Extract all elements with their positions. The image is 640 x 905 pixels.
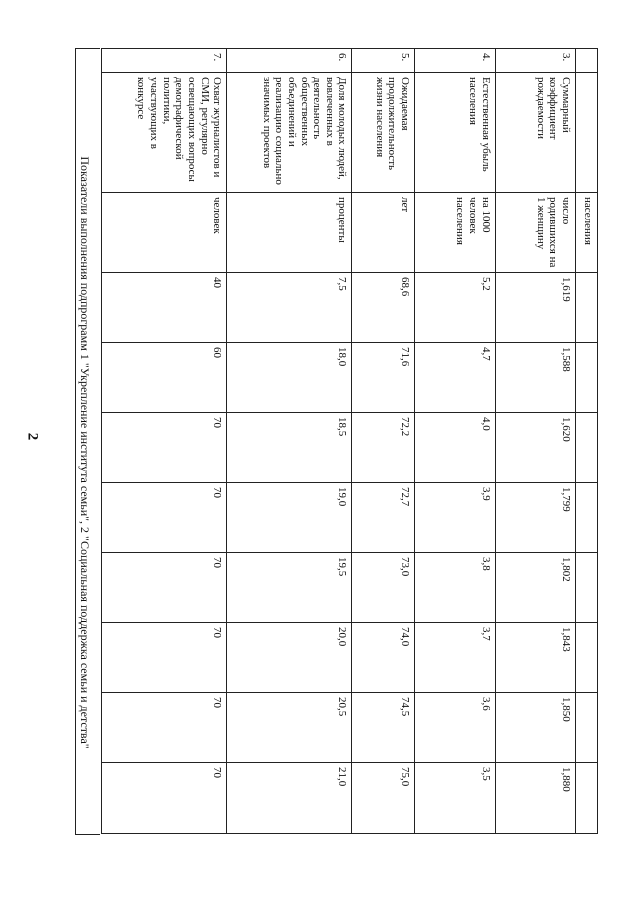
indicator-name: Естественная убыль населения [415,73,495,193]
table-cell [576,763,598,834]
value-cell: 72,7 [352,483,415,553]
value-cell: 74,5 [352,693,415,763]
unit: человек [102,193,227,273]
indicators-table [101,48,598,834]
value-cell: 70 [102,693,227,763]
unit: проценты [227,193,352,273]
value-cell: 19,0 [227,483,352,553]
value-cell: 1,799 [495,483,575,553]
value-cell: 73,0 [352,553,415,623]
table-caption: Показатели выполнения подпрограмм 1 "Укрепление института семьи", 2 "Социальная поддержка семьи и детства" [78,156,92,749]
value-cell: 18,5 [227,413,352,483]
value-cell: 74,0 [352,623,415,693]
value-cell: 3,8 [415,553,495,623]
row-number: 7. [102,49,227,73]
value-cell: 3,6 [415,693,495,763]
table-cell [576,73,598,193]
row-number: 6. [227,49,352,73]
table-cell: населения [576,193,598,273]
table-cell [576,273,598,343]
table-row [102,49,227,834]
table-row [495,49,575,834]
value-cell: 1,588 [495,343,575,413]
value-cell: 1,620 [495,413,575,483]
indicator-name: Суммарный коэффициент рождаемости [495,73,575,193]
indicator-name: Доля молодых людей, вовлеченных в деятельность общественных объединений и реализацию социально значимых проектов [227,73,352,193]
value-cell: 72,2 [352,413,415,483]
value-cell: 1,802 [495,553,575,623]
table-row [576,49,598,834]
value-cell: 70 [102,483,227,553]
value-cell: 60 [102,343,227,413]
table-cell [576,343,598,413]
value-cell: 3,5 [415,763,495,834]
value-cell: 4,0 [415,413,495,483]
table-cell [576,413,598,483]
value-cell: 20,5 [227,693,352,763]
indicator-name: Охват журналистов и СМИ, регулярно освещающих вопросы демографической политики, участвующих в конкурсе [102,73,227,193]
value-cell: 70 [102,763,227,834]
unit: на 1000 человек населения [415,193,495,273]
unit: число родившихся на 1 женщину [495,193,575,273]
value-cell: 21,0 [227,763,352,834]
value-cell: 70 [102,413,227,483]
table-cell [576,49,598,73]
value-cell: 71,6 [352,343,415,413]
value-cell: 70 [102,553,227,623]
table-row [227,49,352,834]
page-number: 2 [24,432,41,441]
row-number: 4. [415,49,495,73]
value-cell: 1,619 [495,273,575,343]
value-cell: 3,9 [415,483,495,553]
row-number: 5. [352,49,415,73]
table-cell [576,693,598,763]
indicator-name: Ожидаемая продолжительность жизни населения [352,73,415,193]
table-cell [576,483,598,553]
value-cell: 1,850 [495,693,575,763]
value-cell: 1,843 [495,623,575,693]
value-cell: 20,0 [227,623,352,693]
table-cell [576,623,598,693]
unit: лет [352,193,415,273]
value-cell: 70 [102,623,227,693]
value-cell: 19,5 [227,553,352,623]
value-cell: 68,6 [352,273,415,343]
table-row [415,49,495,834]
value-cell: 7,5 [227,273,352,343]
value-cell: 18,0 [227,343,352,413]
value-cell: 75,0 [352,763,415,834]
table-row [352,49,415,834]
value-cell: 5,2 [415,273,495,343]
value-cell: 4,7 [415,343,495,413]
value-cell: 40 [102,273,227,343]
row-number: 3. [495,49,575,73]
value-cell: 1,880 [495,763,575,834]
value-cell: 3,7 [415,623,495,693]
table-cell [576,553,598,623]
